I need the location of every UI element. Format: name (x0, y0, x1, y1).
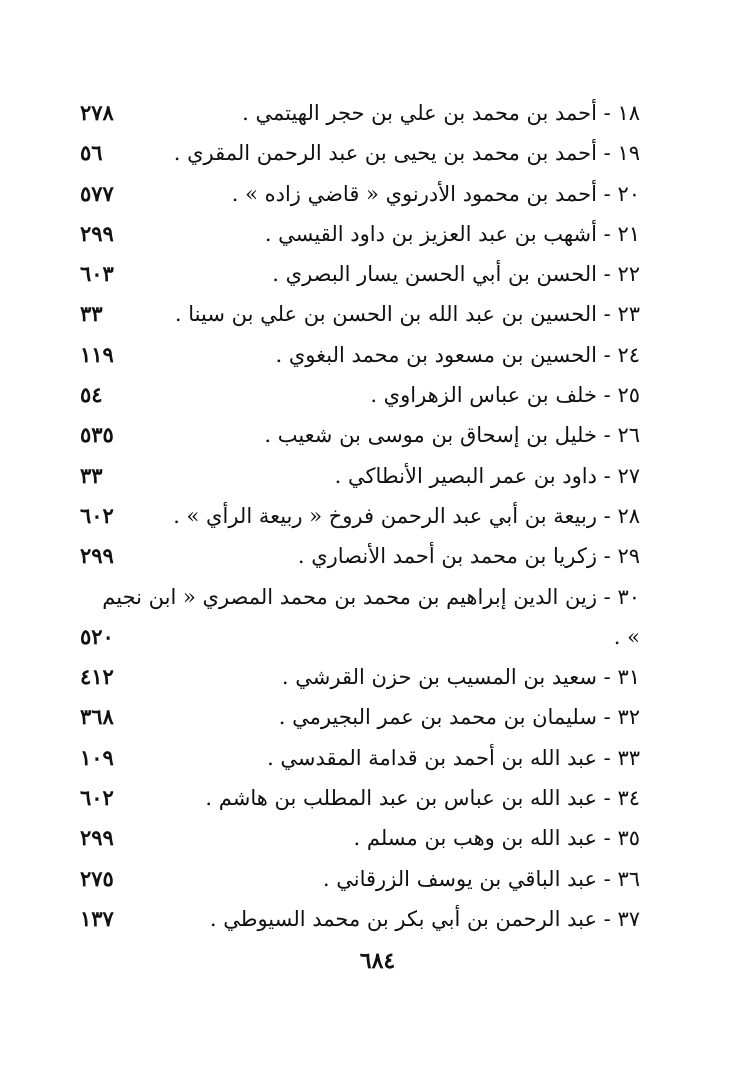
index-entry (60, 862, 660, 902)
entry-page-number: ٣٦٨ (80, 704, 114, 730)
entry-page-number: ١٣٧ (80, 905, 114, 931)
entry-title: ٢٤ - الحسين بن مسعود بن محمد البغوي . (275, 342, 640, 367)
entry-title: ٢٩ - زكريا بن محمد بن أحمد الأنصاري . (297, 544, 640, 569)
entry-page-number: ٥٣٥ (80, 422, 114, 448)
entry-title: ١٨ - أحمد بن محمد بن علي بن حجر الهيتمي . (242, 101, 640, 125)
entry-page-number: ٢٧٥ (80, 865, 114, 891)
index-entries-list (60, 96, 660, 942)
index-entry (60, 297, 660, 337)
entry-page-number: ٥٤ (80, 382, 103, 408)
index-entry (60, 459, 660, 499)
entry-page-number: ٥٧٧ (80, 180, 114, 206)
entry-page-number: ٣٣ (80, 462, 103, 488)
entry-page-number: ١١٩ (80, 341, 114, 367)
entry-page-number: ٢٩٩ (80, 825, 114, 851)
index-entry (60, 821, 660, 861)
entry-title: ٢٦ - خليل بن إسحاق بن موسى بن شعيب . (264, 423, 640, 448)
index-entry (60, 539, 660, 579)
index-entry (60, 741, 660, 781)
index-entry (60, 902, 660, 942)
entry-title: ٣٤ - عبد الله بن عباس بن عبد المطلب بن هاشم . (205, 786, 640, 811)
entry-title: ٢٣ - الحسين بن عبد الله بن الحسن بن علي بن سينا . (174, 302, 640, 327)
index-entry (60, 96, 660, 136)
entry-title: ٢١ - أشهب بن عبد العزيز بن داود القيسي . (264, 221, 640, 246)
index-entry (60, 580, 660, 661)
index-entry (60, 700, 660, 740)
index-entry (60, 338, 660, 378)
index-entry (60, 781, 660, 821)
entry-page-number: ٢٧٨ (80, 100, 114, 125)
entry-title: ٢٧ - داود بن عمر البصير الأنطاكي . (334, 463, 640, 488)
entry-title: ٣٧ - عبد الرحمن بن أبي بكر بن محمد السيوطي . (209, 906, 640, 931)
index-entry (60, 177, 660, 217)
entry-page-number: ٥٢٠ (80, 623, 114, 649)
entry-page-number: ٦٠٢ (80, 785, 114, 811)
entry-title: ٣٥ - عبد الله بن وهب بن مسلم . (353, 826, 640, 851)
entry-title: ٢٥ - خلف بن عباس الزهراوي . (370, 383, 640, 408)
entry-page-number: ٢٩٩ (80, 220, 114, 246)
entry-title: ٣١ - سعيد بن المسيب بن حزن القرشي . (281, 665, 640, 690)
entry-title: ١٩ - أحمد بن محمد بن يحيى بن عبد الرحمن المقري . (173, 141, 640, 166)
entry-page-number: ٢٩٩ (80, 543, 114, 569)
entry-title: ٣٠ - زين الدين إبراهيم بن محمد بن محمد المصري « ابن نجيم » . (102, 584, 640, 649)
entry-page-number: ٦٠٢ (80, 502, 114, 528)
entry-title: ٣٢ - سليمان بن محمد بن عمر البجيرمي . (278, 705, 640, 730)
index-entry (60, 257, 660, 297)
entry-page-number: ٦٠٣ (80, 261, 114, 287)
entry-page-number: ١٠٩ (80, 744, 114, 770)
page-number: ٦٨٤ (359, 948, 396, 974)
entry-title: ٣٦ - عبد الباقي بن يوسف الزرقاني . (322, 866, 640, 891)
index-entry (60, 499, 660, 539)
index-entry (60, 217, 660, 257)
entry-page-number: ٤١٢ (80, 664, 114, 690)
index-entry (60, 418, 660, 458)
entry-title: ٣٣ - عبد الله بن أحمد بن قدامة المقدسي . (267, 745, 640, 770)
entry-page-number: ٥٦ (80, 140, 103, 166)
index-entry (60, 660, 660, 700)
index-entry (60, 136, 660, 176)
entry-title: ٢٨ - ربيعة بن أبي عبد الرحمن فروخ « ربيعة الرأي » . (173, 503, 640, 528)
entry-title: ٢٢ - الحسن بن أبي الحسن يسار البصري . (272, 262, 640, 287)
entry-title: ٢٠ - أحمد بن محمود الأدرنوي « قاضي زاده » . (231, 181, 640, 206)
entry-page-number: ٣٣ (80, 301, 103, 327)
index-entry (60, 378, 660, 418)
